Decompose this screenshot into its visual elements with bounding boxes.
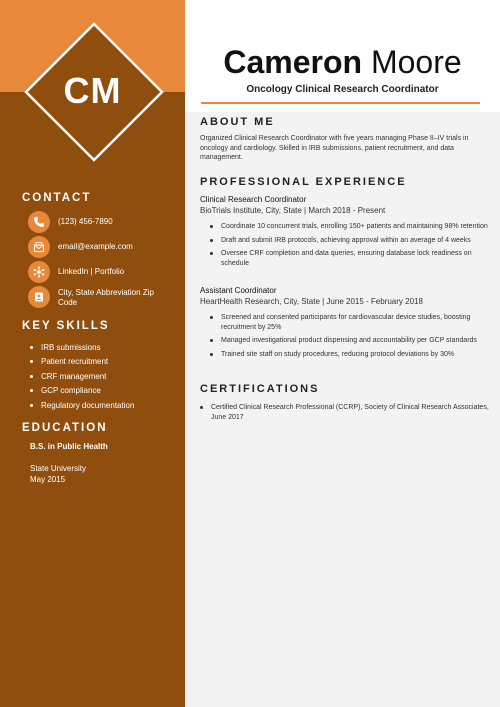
phone-icon	[28, 211, 50, 233]
list-item: Trained site staff on study procedures, reducing protocol deviations by 30%	[210, 350, 490, 360]
job-bullets	[210, 313, 490, 363]
links-text[interactable]: LinkedIn | Portfolio	[58, 267, 125, 276]
list-item: Managed investigational product dispensing and accountability per GCP standards	[210, 336, 490, 346]
contact-phone	[28, 211, 168, 233]
degree: B.S. in Public Health	[30, 442, 108, 451]
school-info	[30, 463, 86, 485]
list-item: IRB submissions	[30, 340, 134, 355]
school-name: State University	[30, 464, 87, 473]
experience-heading: PROFESSIONAL EXPERIENCE	[200, 176, 407, 188]
certifications-list	[200, 403, 490, 426]
skills-heading: KEY SKILLS	[22, 320, 110, 332]
last-name: Moore	[370, 44, 462, 80]
email-icon	[28, 236, 50, 258]
list-item: Coordinate 10 concurrent trials, enrolling 150+ patients and maintaining 98% retention	[210, 222, 490, 232]
contact-email	[28, 236, 168, 258]
phone-text[interactable]: (123) 456-7890	[58, 217, 113, 226]
job-meta: HeartHealth Research, City, State | June 2015 - February 2018	[200, 297, 423, 306]
list-item: Certified Clinical Research Professional (CCRP), Society of Clinical Research Associates, June 2017	[200, 403, 490, 422]
email-text[interactable]: email@example.com	[58, 242, 133, 251]
header-divider	[201, 102, 480, 104]
job-bullets	[210, 222, 490, 272]
list-item: CRF management	[30, 369, 134, 384]
list-item: Draft and submit IRB protocols, achieving approval within an average of 4 weeks	[210, 236, 490, 246]
list-item: Regulatory documentation	[30, 398, 134, 413]
initials: CM	[63, 70, 122, 111]
full-name	[195, 44, 490, 81]
contact-heading: CONTACT	[22, 192, 92, 204]
list-item: Oversee CRF completion and data queries, ensuring database lock readiness on schedule	[210, 249, 490, 268]
list-item: GCP compliance	[30, 384, 134, 399]
skills-list	[30, 340, 134, 413]
certifications-heading: CERTIFICATIONS	[200, 383, 320, 395]
first-name: Cameron	[223, 44, 363, 80]
network-icon	[28, 261, 50, 283]
job-title: Assistant Coordinator	[200, 286, 277, 295]
contact-links	[28, 261, 168, 283]
address-text: City, State Abbreviation Zip Code	[58, 288, 154, 307]
list-item: Patient recruitment	[30, 355, 134, 370]
address-icon	[28, 286, 50, 308]
list-item: Screened and consented participants for cardiovascular device studies, boosting recruitment by 25%	[210, 313, 490, 332]
about-heading: ABOUT ME	[200, 116, 275, 128]
graduation-date: May 2015	[30, 475, 66, 484]
contact-address	[28, 286, 168, 308]
job-meta: BioTrials Institute, City, State | March 2018 - Present	[200, 206, 386, 215]
job-title: Clinical Research Coordinator	[200, 195, 307, 204]
about-text: Organized Clinical Research Coordinator with five years managing Phase II–IV trials in oncology and cardiology. Skilled in IRB submissions, patient recruitment, and data management.	[200, 135, 469, 161]
education-heading: EDUCATION	[22, 422, 108, 434]
job-title-headline: Oncology Clinical Research Coordinator	[246, 84, 439, 95]
